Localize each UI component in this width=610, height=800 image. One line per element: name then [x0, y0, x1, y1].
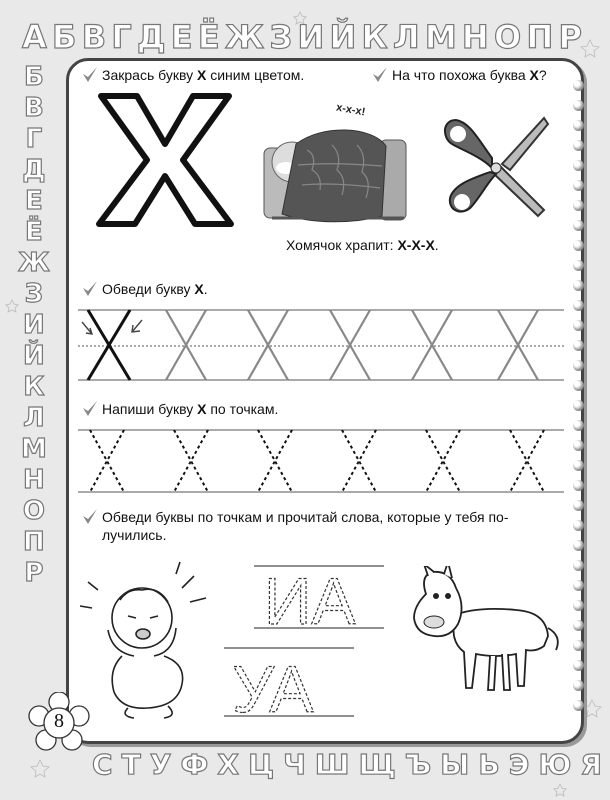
word-bottom: УА: [232, 652, 314, 722]
alphabet-letter: Д: [137, 18, 166, 56]
notebook-ring: [573, 420, 584, 431]
alphabet-letter: Н: [461, 18, 489, 56]
notebook-ring: [573, 360, 584, 371]
alphabet-letter: Ы: [440, 748, 470, 781]
notebook-ring: [573, 560, 584, 571]
task-trace-letter: Обведи букву Х.: [102, 281, 208, 297]
notebook-ring: [573, 680, 584, 691]
alphabet-letter: Ъ: [404, 748, 432, 781]
alphabet-letter: Щ: [358, 748, 396, 781]
hamster-illustration: [262, 100, 412, 228]
notebook-ring: [573, 500, 584, 511]
alphabet-letter: У: [149, 748, 172, 781]
alphabet-letter: Д: [22, 155, 46, 185]
notebook-ring: [573, 280, 584, 291]
notebook-ring: [573, 620, 584, 631]
alphabet-letter: Й: [329, 18, 357, 56]
notebook-ring: [573, 80, 584, 91]
alphabet-left-column: [18, 62, 50, 589]
alphabet-letter: Я: [580, 748, 602, 781]
alphabet-letter: Ё: [25, 217, 43, 247]
hamster-caption: Хомячок храпит: Х-Х-Х.: [286, 237, 439, 253]
alphabet-letter: Р: [558, 18, 582, 56]
notebook-ring: [573, 580, 584, 591]
alphabet-letter: Ц: [248, 748, 275, 781]
notebook-ring: [573, 220, 584, 231]
scissors-icon: [440, 112, 550, 222]
alphabet-letter: Б: [52, 18, 77, 56]
crying-baby-illustration: [78, 560, 214, 720]
checkmark-icon: [82, 280, 98, 298]
alphabet-letter: Б: [24, 62, 44, 92]
alphabet-letter: Ч: [283, 748, 306, 781]
task-write-dots: Напиши букву Х по точкам.: [102, 401, 279, 417]
snore-bubble: х-х-х!: [335, 101, 367, 119]
alphabet-letter: О: [493, 18, 522, 56]
alphabet-letter: Ш: [314, 748, 350, 781]
notebook-ring: [573, 340, 584, 351]
checkmark-icon: [82, 400, 98, 418]
notebook-ring: [573, 480, 584, 491]
alphabet-letter: Ж: [225, 18, 265, 56]
alphabet-letter: Ь: [478, 748, 500, 781]
notebook-ring: [573, 540, 584, 551]
alphabet-letter: С: [92, 748, 113, 781]
alphabet-bottom-row: [92, 748, 602, 781]
notebook-rings: [573, 80, 584, 711]
alphabet-letter: К: [361, 18, 388, 56]
notebook-ring: [573, 380, 584, 391]
notebook-ring: [573, 120, 584, 131]
trace-letters-row: [78, 300, 564, 390]
alphabet-letter: Г: [111, 18, 132, 56]
alphabet-letter: Т: [121, 748, 141, 781]
task-read-words: Обведи буквы по точкам и прочитай слова, которые у тебя по- лучились.: [102, 509, 509, 543]
word-top: ИА: [264, 564, 356, 638]
alphabet-letter: Ё: [197, 18, 220, 56]
alphabet-letter: В: [81, 18, 107, 56]
donkey-illustration: [406, 566, 566, 696]
alphabet-letter: Л: [23, 403, 45, 433]
notebook-ring: [573, 640, 584, 651]
notebook-ring: [573, 600, 584, 611]
alphabet-letter: М: [20, 434, 47, 464]
alphabet-letter: З: [269, 18, 293, 56]
alphabet-letter: Р: [24, 558, 44, 588]
alphabet-letter: К: [23, 372, 45, 402]
task-looks-like: На что похожа буква Х?: [392, 67, 547, 83]
alphabet-letter: Ж: [18, 248, 50, 278]
notebook-ring: [573, 440, 584, 451]
task-color-letter: Закрась букву Х синим цветом.: [102, 67, 305, 83]
notebook-ring: [573, 700, 584, 711]
alphabet-letter: Н: [23, 465, 45, 495]
notebook-ring: [573, 460, 584, 471]
alphabet-letter: О: [22, 496, 45, 526]
page-number: 8: [54, 710, 64, 732]
notebook-ring: [573, 200, 584, 211]
notebook-ring: [573, 660, 584, 671]
alphabet-letter: В: [24, 93, 44, 123]
alphabet-top-row: [22, 18, 582, 56]
alphabet-letter: П: [23, 527, 45, 557]
notebook-ring: [573, 140, 584, 151]
big-letter-outline: [95, 92, 235, 228]
alphabet-letter: Ф: [180, 748, 209, 781]
alphabet-letter: Х: [217, 748, 240, 781]
notebook-ring: [573, 260, 584, 271]
notebook-ring: [573, 100, 584, 111]
alphabet-letter: И: [23, 310, 45, 340]
alphabet-letter: А: [22, 18, 47, 56]
alphabet-letter: Й: [23, 341, 45, 371]
alphabet-letter: Г: [25, 124, 43, 154]
alphabet-letter: Е: [170, 18, 193, 56]
alphabet-letter: М: [424, 18, 457, 56]
alphabet-letter: Э: [508, 748, 530, 781]
alphabet-letter: Л: [392, 18, 420, 56]
dotted-letters-row: [78, 424, 564, 498]
notebook-ring: [573, 520, 584, 531]
notebook-ring: [573, 180, 584, 191]
alphabet-letter: Ю: [538, 748, 572, 781]
notebook-ring: [573, 300, 584, 311]
alphabet-letter: И: [297, 18, 325, 56]
notebook-ring: [573, 240, 584, 251]
notebook-ring: [573, 320, 584, 331]
checkmark-icon: [372, 66, 388, 84]
alphabet-letter: Е: [25, 186, 43, 216]
notebook-ring: [573, 160, 584, 171]
dotted-words: [224, 560, 388, 722]
checkmark-icon: [82, 508, 98, 526]
alphabet-letter: З: [24, 279, 44, 309]
alphabet-letter: П: [526, 18, 554, 56]
checkmark-icon: [82, 66, 98, 84]
notebook-ring: [573, 400, 584, 411]
